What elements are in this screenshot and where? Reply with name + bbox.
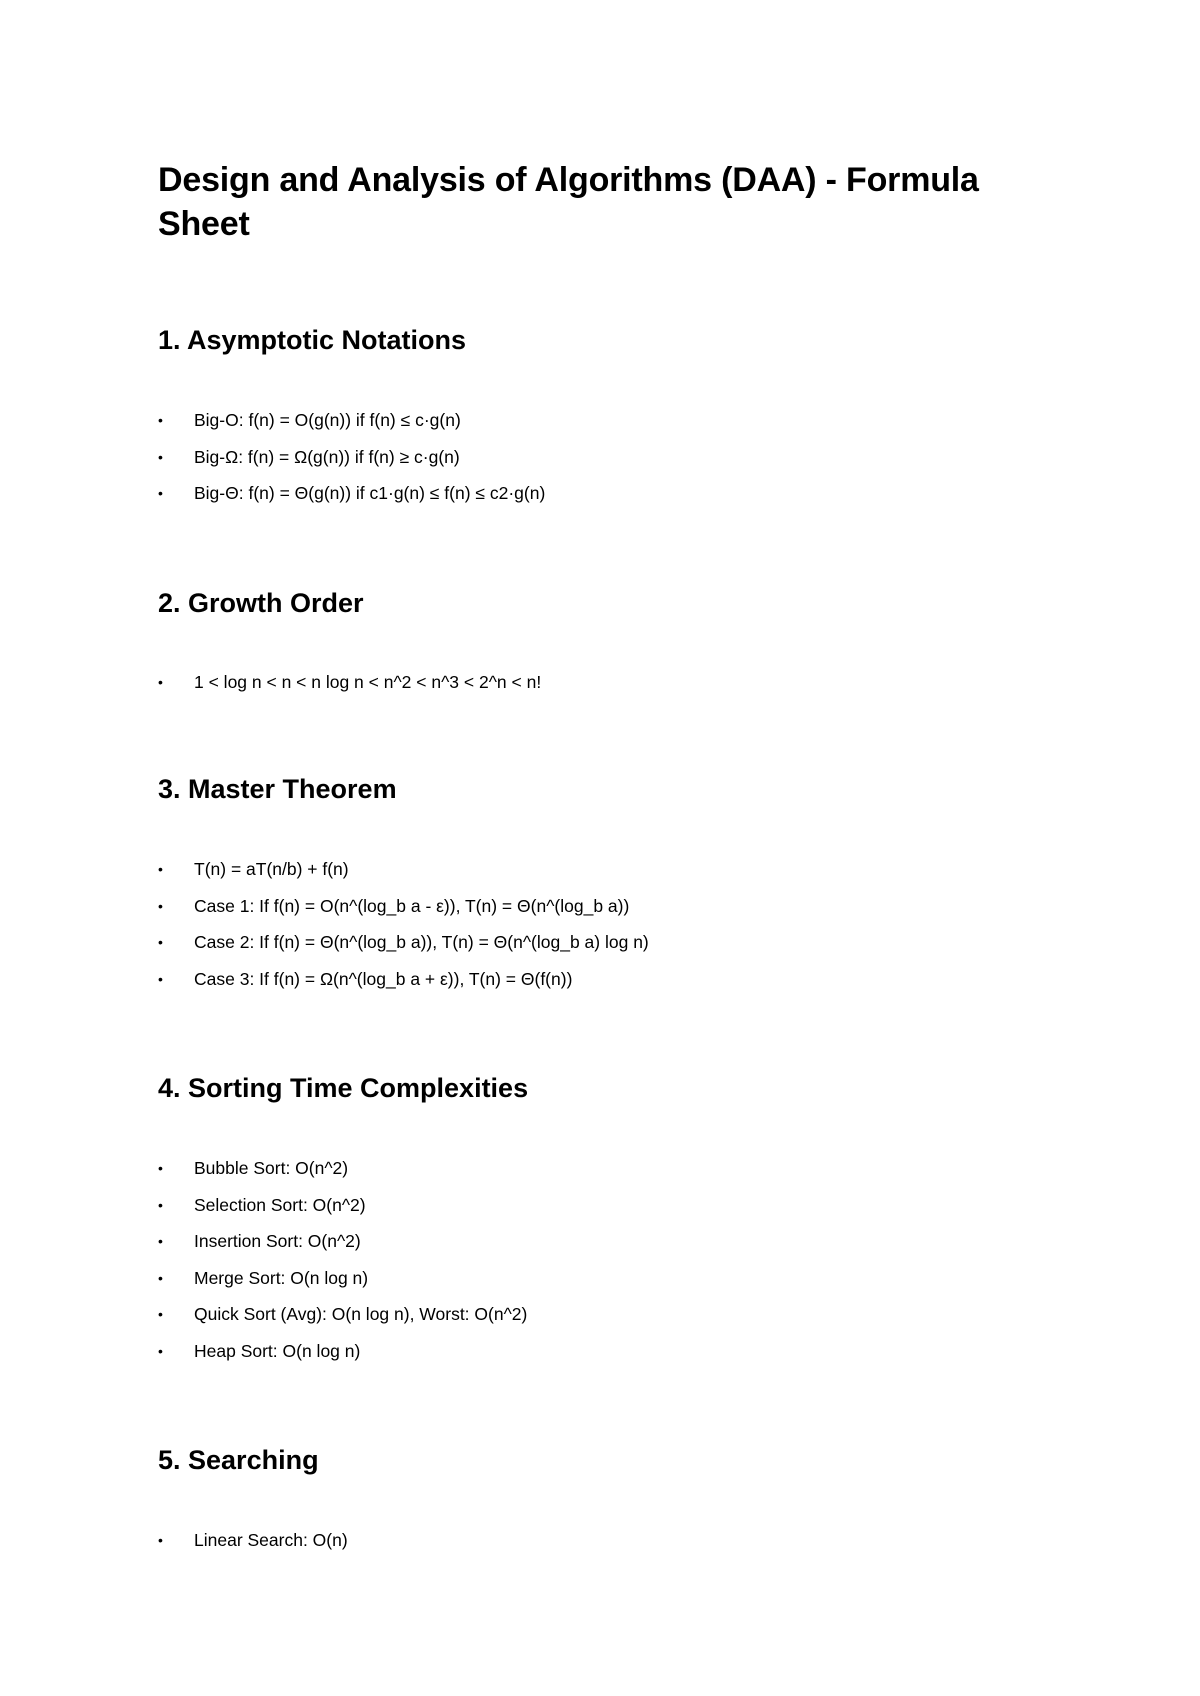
list-item [158, 1150, 1058, 1187]
list-item-text: Heap Sort: O(n log n) [194, 1340, 361, 1361]
bullet-list [158, 1522, 1058, 1559]
bullet-icon: • [158, 1532, 163, 1548]
list-item-text: Linear Search: O(n) [194, 1530, 348, 1550]
bullet-icon: • [158, 485, 163, 501]
section-heading: 5. Searching [158, 1445, 319, 1475]
list-item [158, 402, 1058, 439]
list-item-text: 1 < log n < n < n log n < n^2 < n^3 < 2^n < n! [194, 671, 542, 692]
list-item-text: Case 1: If f(n) = O(n^(log_b a - ε)), T(n) = Θ(n^(log_b a)) [194, 895, 630, 916]
bullet-icon: • [158, 1233, 163, 1249]
document-page [158, 158, 1058, 1559]
list-item [158, 961, 1058, 998]
list-item [158, 664, 1058, 701]
list-item-text: Selection Sort: O(n^2) [194, 1194, 366, 1215]
bullet-icon: • [158, 1196, 163, 1213]
list-item-text: Big-Ω: f(n) = Ω(g(n)) if f(n) ≥ c·g(n) [194, 446, 460, 467]
bullet-icon: • [158, 897, 163, 914]
list-item [158, 1187, 1058, 1224]
section-master-theorem [158, 772, 1058, 997]
bullet-icon: • [158, 673, 163, 690]
section-heading: 1. Asymptotic Notations [158, 325, 467, 355]
list-item-text: T(n) = aT(n/b) + f(n) [194, 859, 349, 879]
list-item [158, 1522, 1058, 1559]
list-item [158, 1223, 1058, 1260]
list-item [158, 439, 1058, 476]
list-item [158, 475, 1058, 512]
section-sorting-time-complexities [158, 1071, 1058, 1369]
list-item [158, 1333, 1058, 1370]
list-item-text: Insertion Sort: O(n^2) [194, 1231, 361, 1251]
section-asymptotic-notations [158, 323, 1058, 512]
bullet-icon: • [158, 448, 163, 465]
list-item-text: Big-O: f(n) = O(g(n)) if f(n) ≤ c·g(n) [194, 410, 461, 430]
bullet-list [158, 664, 1058, 701]
bullet-list [158, 851, 1058, 997]
list-item-text: Case 2: If f(n) = Θ(n^(log_b a)), T(n) = Θ(n^(log_b a) log n) [194, 932, 649, 952]
bullet-icon: • [158, 1160, 163, 1176]
list-item-text: Bubble Sort: O(n^2) [194, 1158, 349, 1178]
list-item [158, 1296, 1058, 1333]
section-heading: 3. Master Theorem [158, 774, 397, 804]
bullet-icon: • [158, 1342, 163, 1359]
list-item-text: Big-Θ: f(n) = Θ(g(n)) if c1·g(n) ≤ f(n) ≤ c2·g(n) [194, 483, 546, 503]
list-item [158, 888, 1058, 925]
section-searching [158, 1443, 1058, 1559]
section-heading: 4. Sorting Time Complexities [158, 1073, 529, 1103]
section-heading: 2. Growth Order [158, 587, 364, 618]
list-item [158, 924, 1058, 961]
list-item-text: Quick Sort (Avg): O(n log n), Worst: O(n^2) [194, 1304, 528, 1324]
section-growth-order [158, 586, 1058, 701]
bullet-icon: • [158, 934, 163, 950]
bullet-icon: • [158, 861, 163, 877]
list-item [158, 851, 1058, 888]
list-item-text: Merge Sort: O(n log n) [194, 1267, 369, 1288]
bullet-icon: • [158, 970, 163, 987]
bullet-icon: • [158, 412, 163, 428]
bullet-icon: • [158, 1269, 163, 1286]
list-item [158, 1260, 1058, 1297]
list-item-text: Case 3: If f(n) = Ω(n^(log_b a + ε)), T(n) = Θ(f(n)) [194, 968, 573, 989]
bullet-list [158, 402, 1058, 512]
bullet-list [158, 1150, 1058, 1369]
bullet-icon: • [158, 1306, 163, 1322]
document-title: Design and Analysis of Algorithms (DAA) - Formula Sheet [158, 161, 979, 243]
